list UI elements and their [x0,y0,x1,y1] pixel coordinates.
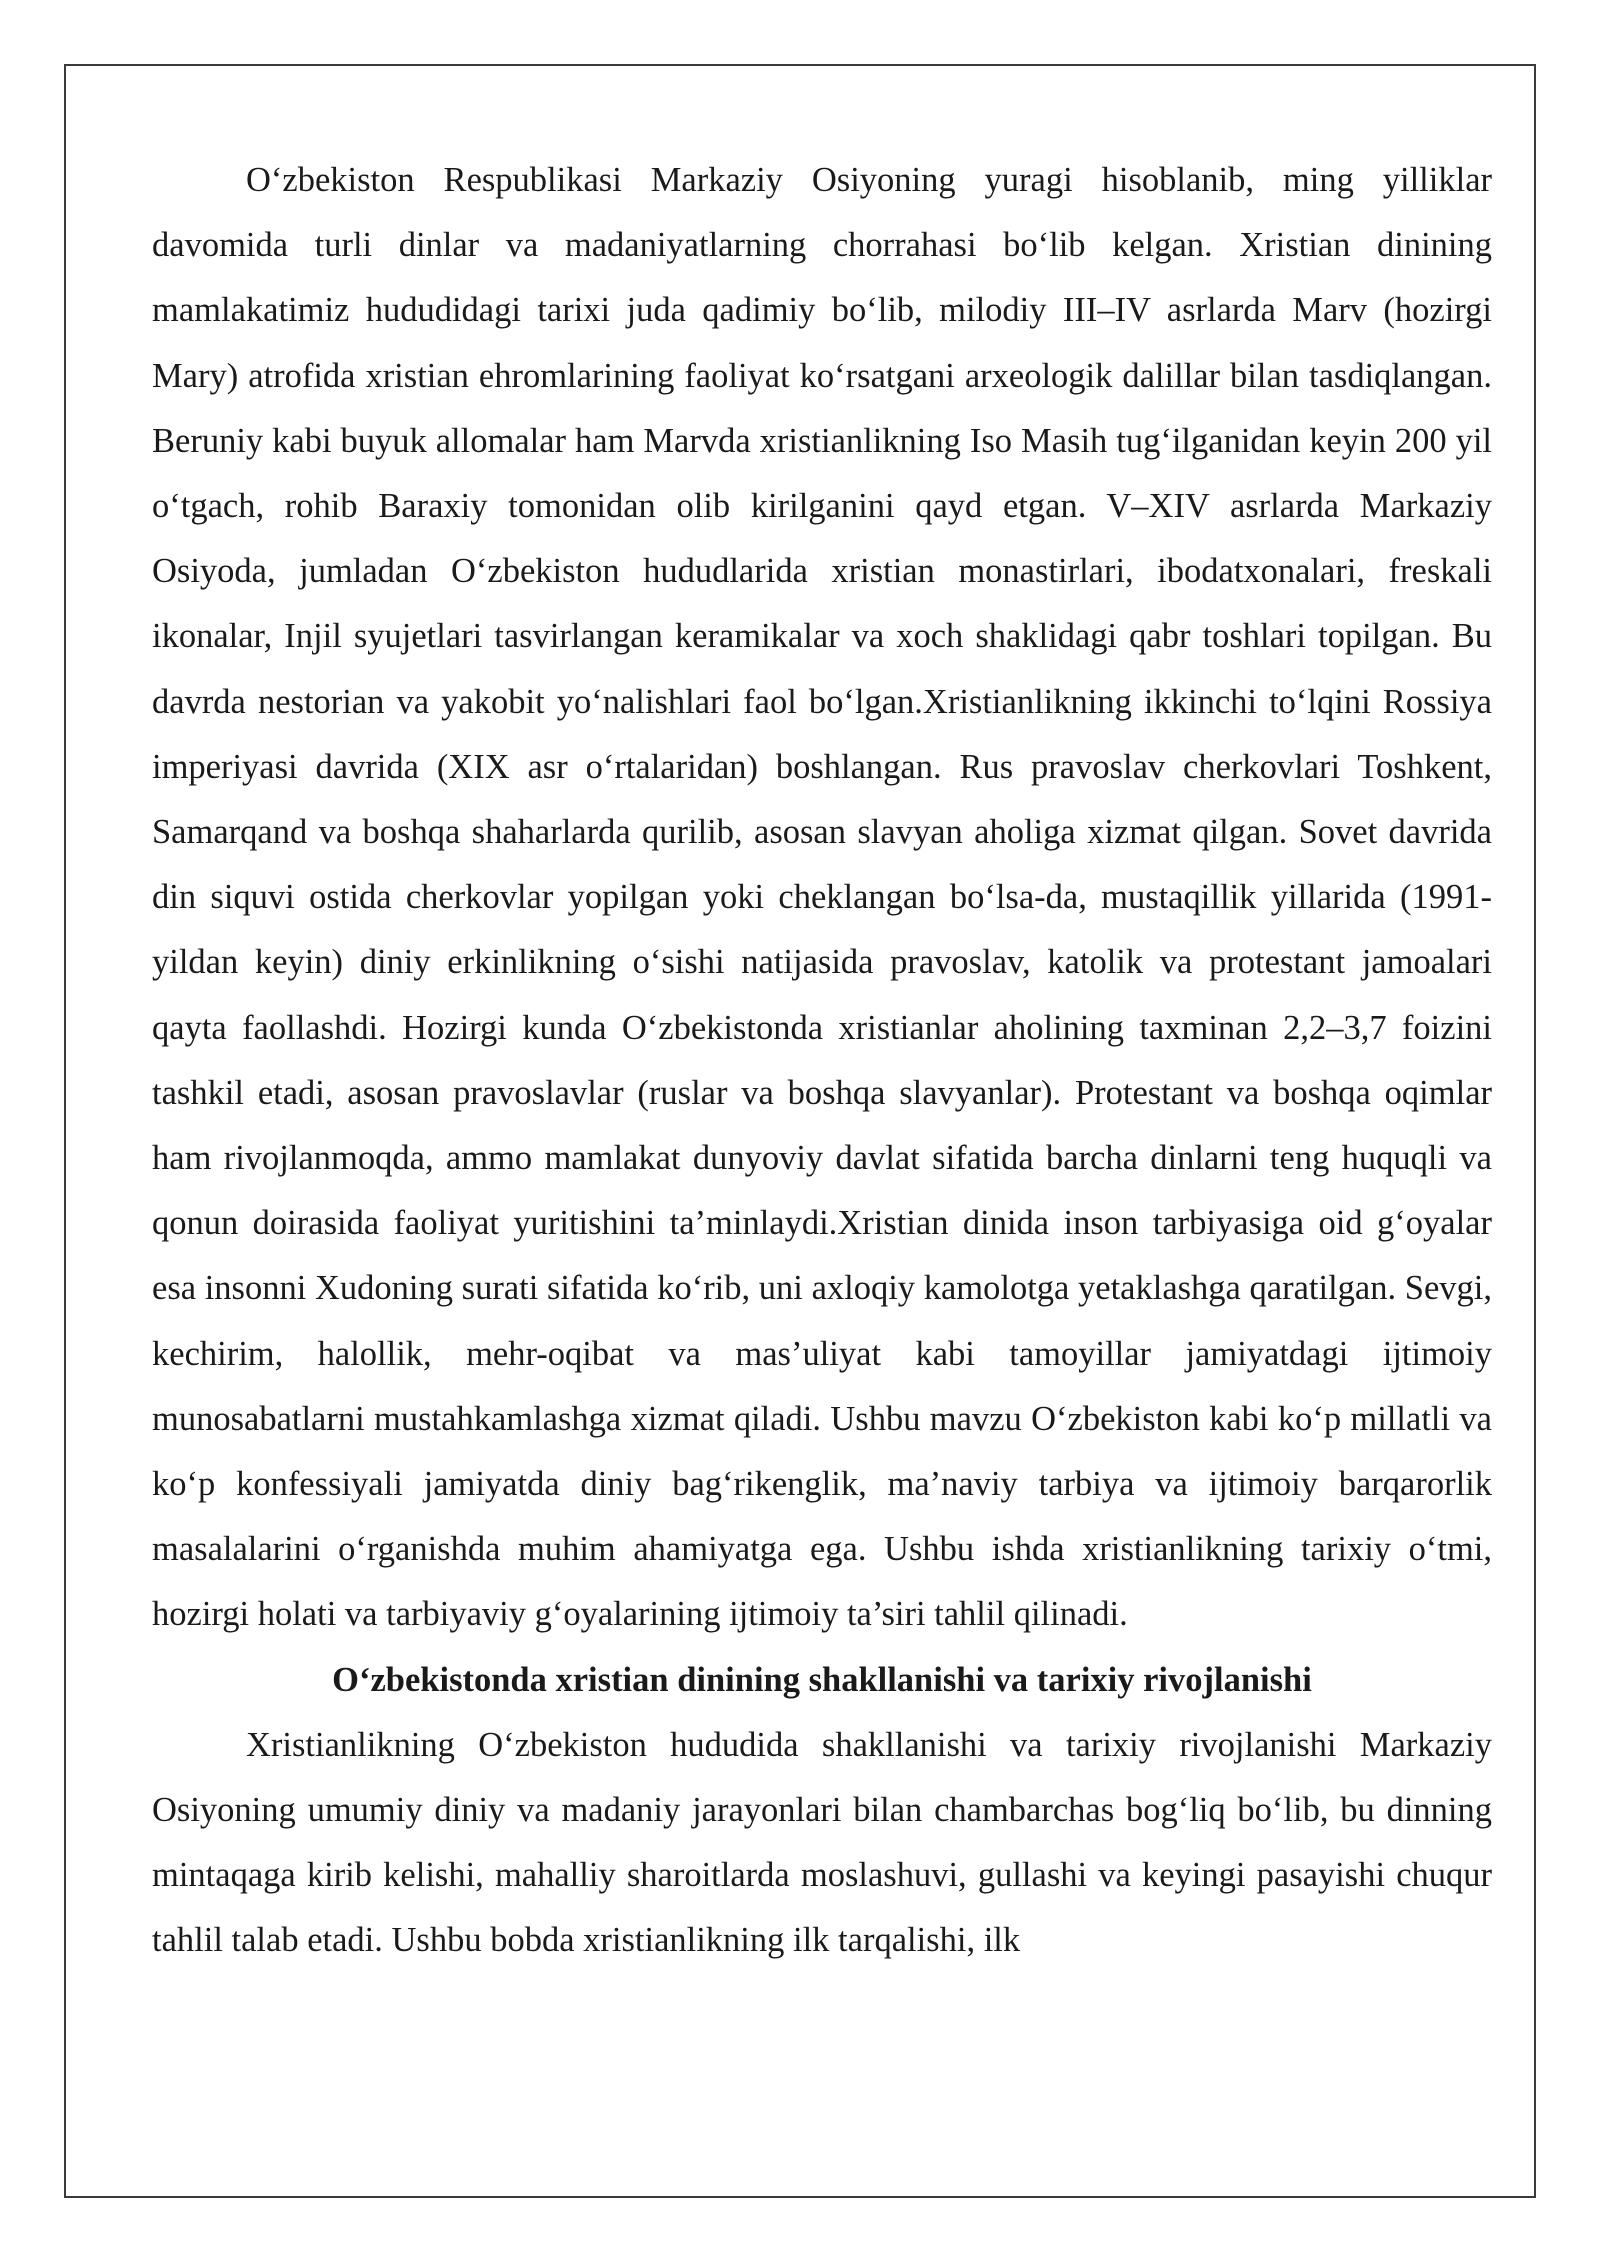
document-body [152,148,1492,1974]
section-heading: O‘zbekistonda xristian dinining shakllanishi va tarixiy rivojlanishi [332,1660,1312,1699]
body-paragraph-section: Xristianlikning O‘zbekiston hududida shakllanishi va tarixiy rivojlanishi Markaziy Osiyoning umumiy diniy va madaniy jarayonlari bilan chambarchas bog‘liq bo‘lib, bu dinning mintaqaga kirib kelishi, mahalliy sharoitlarda moslashuvi, gullashi va keyingi pasayishi chuqur tahlil talab etadi. Ushbu bobda xristianlikning ilk tarqalishi, ilk [152,1725,1492,1960]
body-paragraph-intro: O‘zbekiston Respublikasi Markaziy Osiyoning yuragi hisoblanib, ming yilliklar davomida turli dinlar va madaniyatlarning chorrahasi bo‘lib kelgan. Xristian dinining mamlakatimiz hududidagi tarixi juda qadimiy bo‘lib, milodiy III–IV asrlarda Marv (hozirgi Mary) atrofida xristian ehromlarining faoliyat ko‘rsatgani arxeologik dalillar bilan tasdiqlangan. Beruniy kabi buyuk allomalar ham Marvda xristianlikning Iso Masih tug‘ilganidan keyin 200 yil o‘tgach, rohib Baraxiy tomonidan olib kirilganini qayd etgan. V–XIV asrlarda Markaziy Osiyoda, jumladan O‘zbekiston hududlarida xristian monastirlari, ibodatxonalari, freskali ikonalar, Injil syujetlari tasvirlangan keramikalar va xoch shaklidagi qabr toshlari topilgan. Bu davrda nestorian va yakobit yo‘nalishlari faol bo‘lgan.Xristianlikning ikkinchi to‘lqini Rossiya imperiyasi davrida (XIX asr o‘rtalaridan) boshlangan. Rus pravoslav cherkovlari Toshkent, Samarqand va boshqa shaharlarda qurilib, asosan slavyan aholiga xizmat qilgan. Sovet davrida din siquvi ostida cherkovlar yopilgan yoki cheklangan bo‘lsa-da, mustaqillik yillarida (1991-yildan keyin) diniy erkinlikning o‘sishi natijasida pravoslav, katolik va protestant jamoalari qayta faollashdi. Hozirgi kunda O‘zbekistonda xristianlar aholining taxminan 2,2–3,7 foizini tashkil etadi, asosan pravoslavlar (ruslar va boshqa slavyanlar). Protestant va boshqa oqimlar ham rivojlanmoqda, ammo mamlakat dunyoviy davlat sifatida barcha dinlarni teng huquqli va qonun doirasida faoliyat yuritishini ta’minlaydi.Xristian dinida inson tarbiyasiga oid g‘oyalar esa insonni Xudoning surati sifatida ko‘rib, uni axloqiy kamolotga yetaklashga qaratilgan. Sevgi, kechirim, halollik, mehr-oqibat va mas’uliyat kabi tamoyillar jamiyatdagi ijtimoiy munosabatlarni mustahkamlashga xizmat qiladi. Ushbu mavzu O‘zbekiston kabi ko‘p millatli va ko‘p konfessiyali jamiyatda diniy bag‘rikenglik, ma’naviy tarbiya va ijtimoiy barqarorlik masalalarini o‘rganishda muhim ahamiyatga ega. Ushbu ishda xristianlikning tarixiy o‘tmi, hozirgi holati va tarbiyaviy g‘oyalarining ijtimoiy ta’siri tahlil qilinadi. [152,161,1492,1634]
